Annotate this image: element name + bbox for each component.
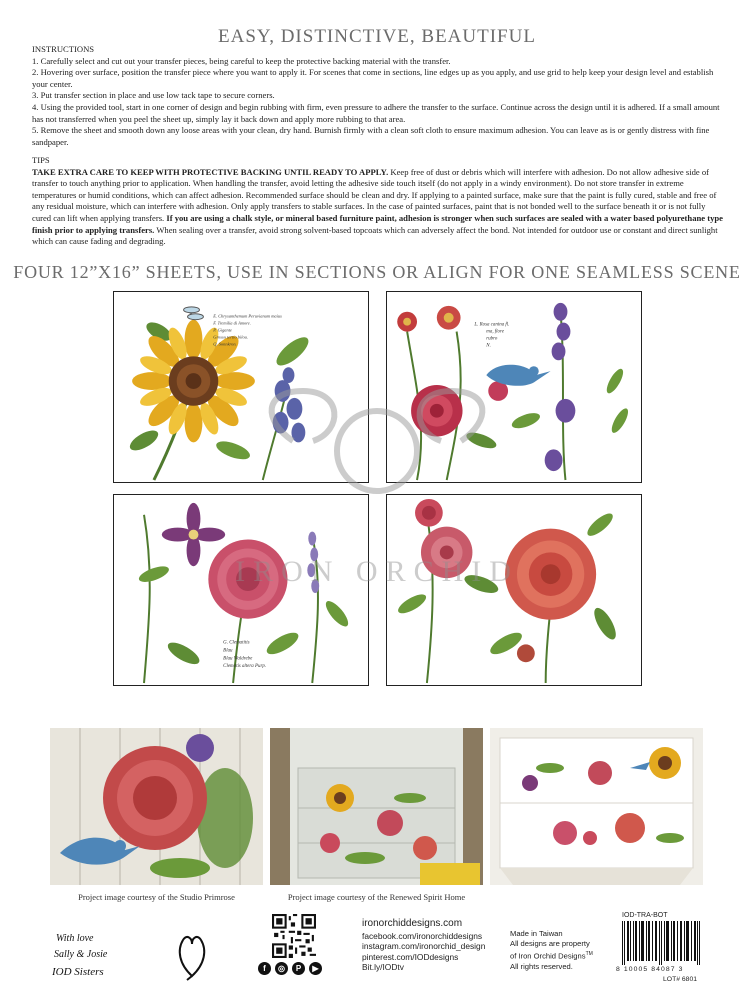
signature [50,925,145,985]
pinterest-icon[interactable]: P [292,962,305,975]
pinterest-link[interactable]: pinterest.com/IODdesigns [362,951,459,962]
transfer-sheets-grid [113,291,641,686]
sheets-subhead: FOUR 12”X16” SHEETS, USE IN SECTIONS OR ALIGN FOR ONE SEAMLESS SCENE [13,262,741,282]
tips-bold-2: If you are using a chalk style, or mineral based furniture paint, adhesion is stronger when such surfaces are sealed with a water based polyurethane type finish prior to applying transfers. [32,212,723,235]
photo-caption-2: Project image courtesy of the Renewed Spirit Home [287,892,466,902]
clematis-dahlia-illustration [114,495,368,685]
project-photo-2 [270,728,483,885]
instructions-section [32,44,726,148]
sheet2-label-2: ma, flore [486,329,504,335]
lot-number: LOT# 6801 [663,976,698,983]
legal-info [510,929,593,972]
sheet2-label-4: N. [486,343,491,349]
instagram-link[interactable]: instagram.com/ironorchid_design [362,941,486,952]
instruction-step-3: 3. Put transfer section in place and use low tack tape to secure corners. [32,90,275,101]
barcode-number: 8 10005 84087 3 [616,966,684,973]
sheet1-label-5: Q. Sonnkron. [213,341,237,347]
youtube-icon[interactable]: ▶ [309,962,322,975]
project-photo-1 [50,728,263,885]
signature-line-1: With love [56,933,94,944]
tips-bold-1: TAKE EXTRA CARE TO KEEP WITH PROTECTIVE BACKING UNTIL READY TO APPLY. [32,166,389,177]
sheet3-label-4: Clematis altera Purp. [223,664,267,670]
instruction-step-5: 5. Remove the sheet and smooth down any loose areas with your clean, dry hand. Burnish firmly with a clean soft cloth to ensure maximum adhesion. You can leave as is or gently distress with fine sandpaper. [32,125,710,147]
sheet1-label-4: Grosso tertio bilou. [213,334,249,340]
rose-bird-illustration [387,292,641,482]
instruction-step-2: 2. Hovering over surface, position the transfer piece where you want to apply it. For scenes that come in sections, line edges up as you apply, and use grid to help keep your design level and establish your center. [32,67,714,89]
watermark-text: IRON ORCHID [235,555,519,588]
facebook-link[interactable]: facebook.com/ironorchiddesigns [362,931,483,941]
signature-line-2: Sally & Josie [54,949,108,960]
barcode [620,921,702,965]
social-icons [258,962,322,975]
instagram-icon[interactable]: ◎ [275,962,288,975]
project-photo-2-image [270,728,483,885]
product-sku: IOD-TRA-BOT [622,912,668,919]
rights-line: All rights reserved. [510,961,573,971]
transfer-sheet-2 [386,291,642,483]
video-link[interactable]: Bit.ly/IODtv [362,962,404,973]
tips-text-1: Keep free of dust or debris which will interfere with adhesion. Do not allow adhesive side of transfer to touch anything prior to application. When handling the transfer, avoid letting the adhesive side touch itself (do not apply in a windy environment). Do not store transfer in extreme temperatures or humid conditions, which can affect adhesion. Recommended surface should be clean and dry. If applying to a painted surface, make sure that the paint is fully cured, stable and free of any residual moisture, which can interfere with adhesion. Only apply transfers to stable surfaces. In the case of painted surfaces, paint that is not bonded well to the surface beneath it or is not fully cured can lift when applying transfers. [32,166,717,223]
sheet3-label-1: G. Clematitis [223,640,250,646]
instruction-step-4: 4. Using the provided tool, start in one corner of design and begin rubbing with firm, even pressure to adhere the transfer to the surface. Continue across the design until it is adhered. If a small amount has not transferred when you peel the sheet up, simply lay it back down and apply more rubbing to that area. [32,101,720,124]
sheet1-label-2: F. Tremilia di Amore. [213,320,251,326]
instruction-step-1: 1. Carefully select and cut out your transfer pieces, being careful to keep the protective backing material with the transfer. [32,55,451,66]
made-in: Made in Taiwan [510,929,563,938]
sheet2-label-3: rubro [486,336,498,342]
transfer-sheet-4 [386,494,642,686]
company-line: of Iron Orchid Designs™ [510,951,593,961]
sheet1-label-1: E. Chrysanthemum Peruvianum maius [213,313,282,319]
website-link[interactable]: ironorchiddesigns.com [362,918,463,929]
property-line: All designs are property [510,939,590,948]
tips-label: TIPS [32,155,50,165]
tips-paragraph [32,167,723,247]
trademark-mark: TM [585,951,593,957]
sheet1-label-3: P. Gigante [213,327,232,333]
tips-section [32,155,726,248]
instructions-label: INSTRUCTIONS [32,44,95,54]
rose-illustration [387,495,641,685]
sheet3-label-2: Blau [223,648,233,654]
transfer-sheet-1 [113,291,369,483]
heart-icon [175,930,209,982]
transfer-sheet-3 [113,494,369,686]
project-photo-3-image [490,728,703,885]
sheet2-label-1: L. Rosa canina fl. [474,322,510,328]
sheet3-label-3: Blau Waldrebe [223,656,253,662]
signature-line-3: IOD Sisters [52,966,104,978]
sunflower-illustration [114,292,368,482]
project-photo-1-image [50,728,263,885]
photo-caption-1: Project image courtesy of the Studio Primrose [78,892,235,902]
project-photo-3 [490,728,703,885]
tips-text-2: When sealing over a transfer, avoid strong solvent-based topcoats which can adversely affect the bond. Not intended for outdoor use or constant and direct sunlight which can cause fading and degrading. [32,224,718,247]
facebook-icon[interactable]: f [258,962,271,975]
page-headline: EASY, DISTINCTIVE, BEAUTIFUL [218,26,536,47]
qr-code-icon[interactable] [272,914,316,958]
contact-links [362,917,485,973]
